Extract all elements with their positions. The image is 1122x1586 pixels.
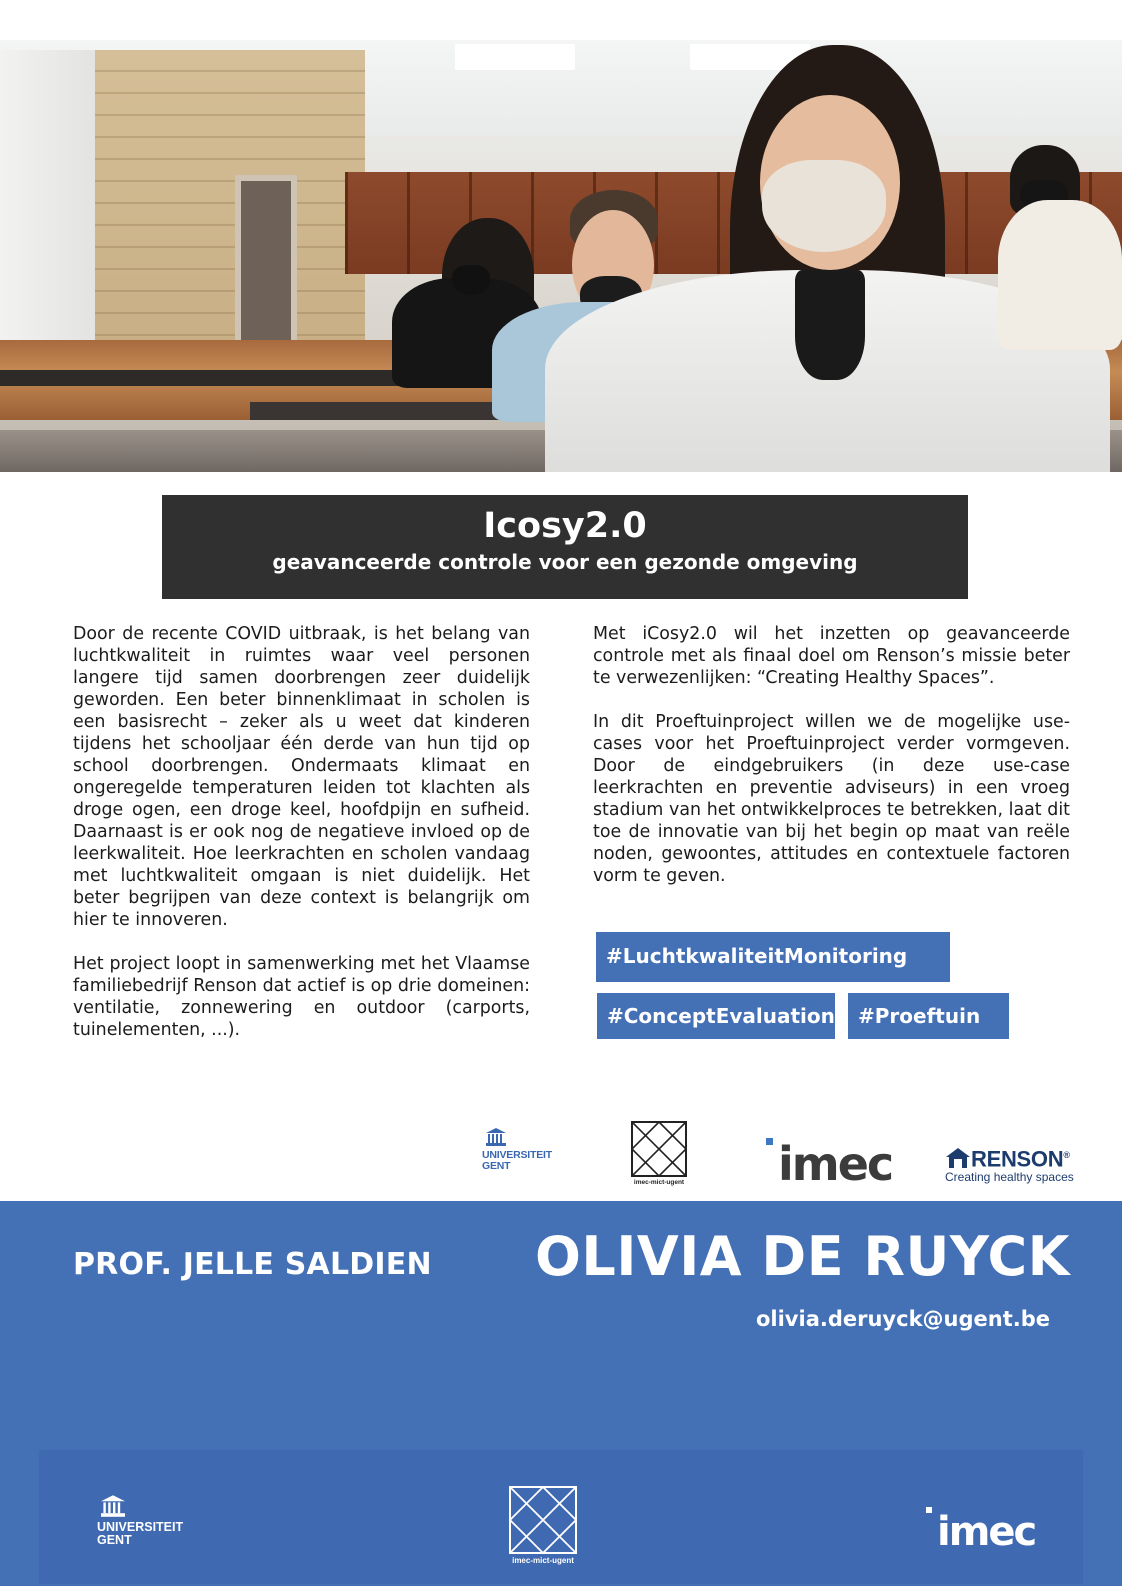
ugent-building-icon [486, 1128, 506, 1146]
footer [0, 1201, 1122, 1586]
student-name: OLIVIA DE RUYCK [535, 1225, 1070, 1288]
footer-logo-bar [39, 1450, 1083, 1584]
footer-ugent-line1: UNIVERSITEIT [97, 1520, 184, 1534]
ugent-logo-line1: UNIVERSITEIT [482, 1149, 552, 1161]
renson-logo [945, 1144, 1089, 1188]
footer-imec-text: imec [937, 1509, 1036, 1551]
paragraph: Door de recente COVID uitbraak, is het belang van luchtkwaliteit in ruimtes waar veel personen langere tijd samen doorbrengen zeer duidelijk geworden. Een beter binnenklimaat in scholen is een basisrecht – zeker als u weet dat kinderen tijdens het schooljaar één derde van hun tijd op school doorbrengen. Ondermaats klimaat en ongeregelde temperaturen leiden tot klachten als droge ogen, een droge keel, hoofdpijn en sufheid. Daarnaast is er ook nog de negatieve invloed op de leerkwaliteit. Hoe leerkrachten en scholen vandaag met luchtkwaliteit omgaan is niet duidelijk. Het beter begrijpen van deze context is belangrijk om hier te innoveren. [73, 624, 530, 930]
renson-tagline: Creating healthy spaces [945, 1170, 1074, 1185]
contact-email[interactable]: olivia.deruyck@ugent.be [755, 1307, 1050, 1331]
poster-subtitle: geavanceerde controle voor een gezonde omgeving [272, 550, 858, 574]
footer-imec-logo [924, 1507, 1039, 1551]
body-column-left [73, 623, 530, 1063]
footer-ugent-building-icon [101, 1495, 125, 1517]
imec-mict-ugent-logo [630, 1120, 688, 1188]
imec-logo [762, 1136, 902, 1186]
paragraph: Het project loopt in samenwerking met het Vlaamse familiebedrijf Renson dat actief is op drie domeinen: ventilatie, zonnewering en outdoor (carports, tuinelementen, ...). [73, 954, 530, 1040]
hashtag-proeftuin: #Proeftuin [848, 993, 1009, 1039]
imec-logo-text: imec [778, 1137, 893, 1186]
title-banner [162, 495, 968, 599]
hero-photo [0, 40, 1122, 472]
footer-ugent-line2: GENT [97, 1533, 132, 1547]
ugent-logo [482, 1128, 552, 1178]
paragraph: Met iCosy2.0 wil het inzetten op geavanceerde controle met als finaal doel om Renson’s missie beter te verwezenlijken: “Creating Healthy Spaces”. [593, 624, 1070, 688]
renson-house-icon [945, 1148, 971, 1168]
ugent-logo-line2: GENT [482, 1160, 511, 1172]
footer-ugent-logo [97, 1495, 184, 1555]
footer-mict-logo [508, 1485, 578, 1567]
renson-logo-name: RENSON [971, 1146, 1064, 1172]
body-column-right [593, 623, 1070, 909]
poster-title: Icosy2.0 [483, 506, 647, 546]
mict-logo-label: imec-mict-ugent [633, 1179, 685, 1186]
paragraph: In dit Proeftuinproject willen we de mogelijke use-cases voor het Proeftuinproject verder vormgeven. Door de eindgebruikers (in deze use-case leerkrachten en preventie adviseurs) in een vroeg stadium van het ontwikkelproces te betrekken, laat dit toe de innovatie van bij het begin op maat van reële noden, gewoontes, attitudes en contextuele factoren vorm te geven. [593, 712, 1070, 886]
hashtag-luchtkwaliteit: #LuchtkwaliteitMonitoring [596, 932, 950, 982]
footer-mict-label: imec-mict-ugent [512, 1556, 574, 1565]
supervisor-name: PROF. JELLE SALDIEN [73, 1247, 432, 1282]
hashtag-concept-evaluation: #ConceptEvaluation [597, 993, 835, 1039]
renson-registered-mark: ® [1063, 1150, 1070, 1160]
